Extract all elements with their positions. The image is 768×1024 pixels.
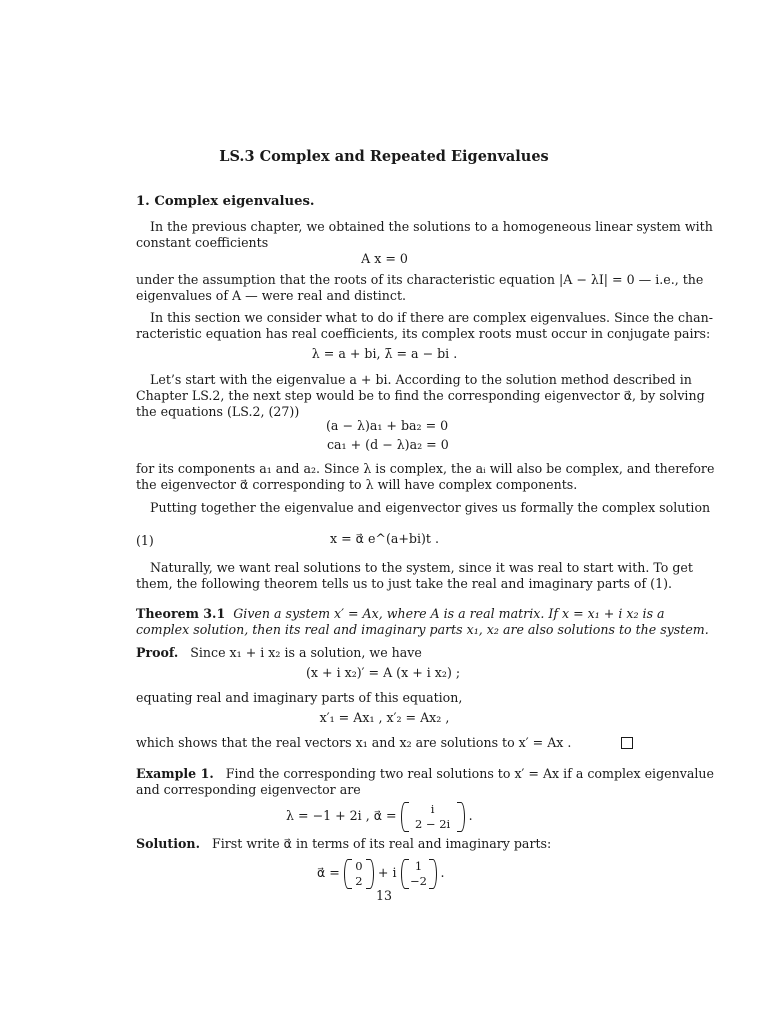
theorem-text: complex solution, then its real and imaginary parts x₁, x₂ are also solutions to the system.: [136, 622, 709, 637]
equation-text: .: [468, 808, 473, 823]
column-vector: [401, 802, 465, 832]
equation-text: .: [440, 865, 445, 880]
paragraph-line: Putting together the eigenvalue and eigenvector gives us formally the complex solution: [150, 500, 711, 515]
solution-line: [136, 836, 633, 852]
qed-square-icon: [621, 737, 633, 749]
paragraph-line: In this section we consider what to do if there are complex eigenvalues. Since the chan-: [150, 310, 714, 325]
vector-entry: 2: [355, 873, 363, 888]
paragraph-line: under the assumption that the roots of its characteristic equation |A − λI| = 0 — i.e., the: [136, 272, 704, 287]
equation: x′₁ = Ax₁ , x′₂ = Ax₂ ,: [319, 710, 450, 725]
equation-text: + i: [377, 865, 397, 880]
proof-text: Since x₁ + i x₂ is a solution, we have: [190, 645, 422, 660]
page-number: 13: [375, 888, 393, 903]
paragraph-line: the equations (LS.2, (27)): [136, 404, 300, 419]
solution-equation: [317, 856, 517, 890]
example-line: [136, 766, 714, 782]
example-text: Find the corresponding two real solutions to x′ = Ax if a complex eigenvalue: [225, 766, 714, 781]
paragraph-line: Let’s start with the eigenvalue a + bi. According to the solution method described in: [150, 372, 692, 387]
section-heading: 1. Complex eigenvalues.: [136, 194, 315, 209]
example-equation: [286, 799, 586, 833]
theorem-text: Given a system x′ = Ax, where A is a real matrix. If x = x₁ + i x₂ is a: [233, 606, 665, 621]
vector-entry: 1: [414, 858, 423, 873]
paragraph-line: eigenvalues of A — were real and distinct.: [136, 288, 407, 303]
equation: x = α⃗ e^(a+bi)t .: [329, 531, 439, 546]
page-title: LS.3 Complex and Repeated Eigenvalues: [219, 148, 549, 165]
equation-text: λ = −1 + 2i , α⃗ =: [286, 808, 397, 823]
paragraph-line: constant coefficients: [136, 235, 269, 250]
vector-entry: −2: [410, 873, 427, 888]
theorem-label: Theorem 3.1: [136, 606, 226, 621]
proof-line: [136, 645, 633, 661]
column-vector: [401, 859, 437, 889]
solution-text: First write α⃗ in terms of its real and imaginary parts:: [212, 836, 552, 851]
paragraph-line: the eigenvector α⃗ corresponding to λ will have complex components.: [136, 477, 578, 492]
vector-entry: i: [430, 801, 435, 816]
paragraph-line: In the previous chapter, we obtained the solutions to a homogeneous linear system with: [150, 219, 713, 234]
example-text: and corresponding eigenvector are: [136, 782, 361, 797]
solution-label: Solution.: [136, 836, 200, 851]
equation-line: (a − λ)a₁ + ba₂ = 0: [326, 418, 449, 433]
proof-label: Proof.: [136, 645, 179, 660]
paragraph-line: Chapter LS.2, the next step would be to find the corresponding eigenvector α⃗, by solving: [136, 388, 705, 403]
paragraph-line: Naturally, we want real solutions to the system, since it was real to start with. To get: [150, 560, 693, 575]
paragraph-line: them, the following theorem tells us to just take the real and imaginary parts of (1).: [136, 576, 673, 591]
example-label: Example 1.: [136, 766, 214, 781]
equation-text: α⃗ =: [317, 865, 340, 880]
equation: A x = 0: [361, 251, 408, 266]
paragraph-line: for its components a₁ and a₂. Since λ is complex, the aᵢ will also be complex, and therefore: [136, 461, 715, 476]
paragraph-line: which shows that the real vectors x₁ and x₂ are solutions to x′ = Ax .: [136, 735, 572, 750]
paragraph-line: racteristic equation has real coefficients, its complex roots must occur in conjugate pairs:: [136, 326, 711, 341]
vector-entry: 0: [355, 858, 363, 873]
column-vector: [344, 859, 374, 889]
equation: (x + i x₂)′ = A (x + i x₂) ;: [306, 665, 461, 680]
paragraph-line: equating real and imaginary parts of this equation,: [136, 690, 463, 705]
equation-tag: (1): [136, 533, 154, 548]
equation-line: ca₁ + (d − λ)a₂ = 0: [327, 437, 449, 452]
equation: λ = a + bi, λ̄ = a − bi .: [311, 346, 458, 361]
theorem-line: [136, 606, 665, 622]
vector-entry: 2 − 2i: [414, 816, 451, 831]
